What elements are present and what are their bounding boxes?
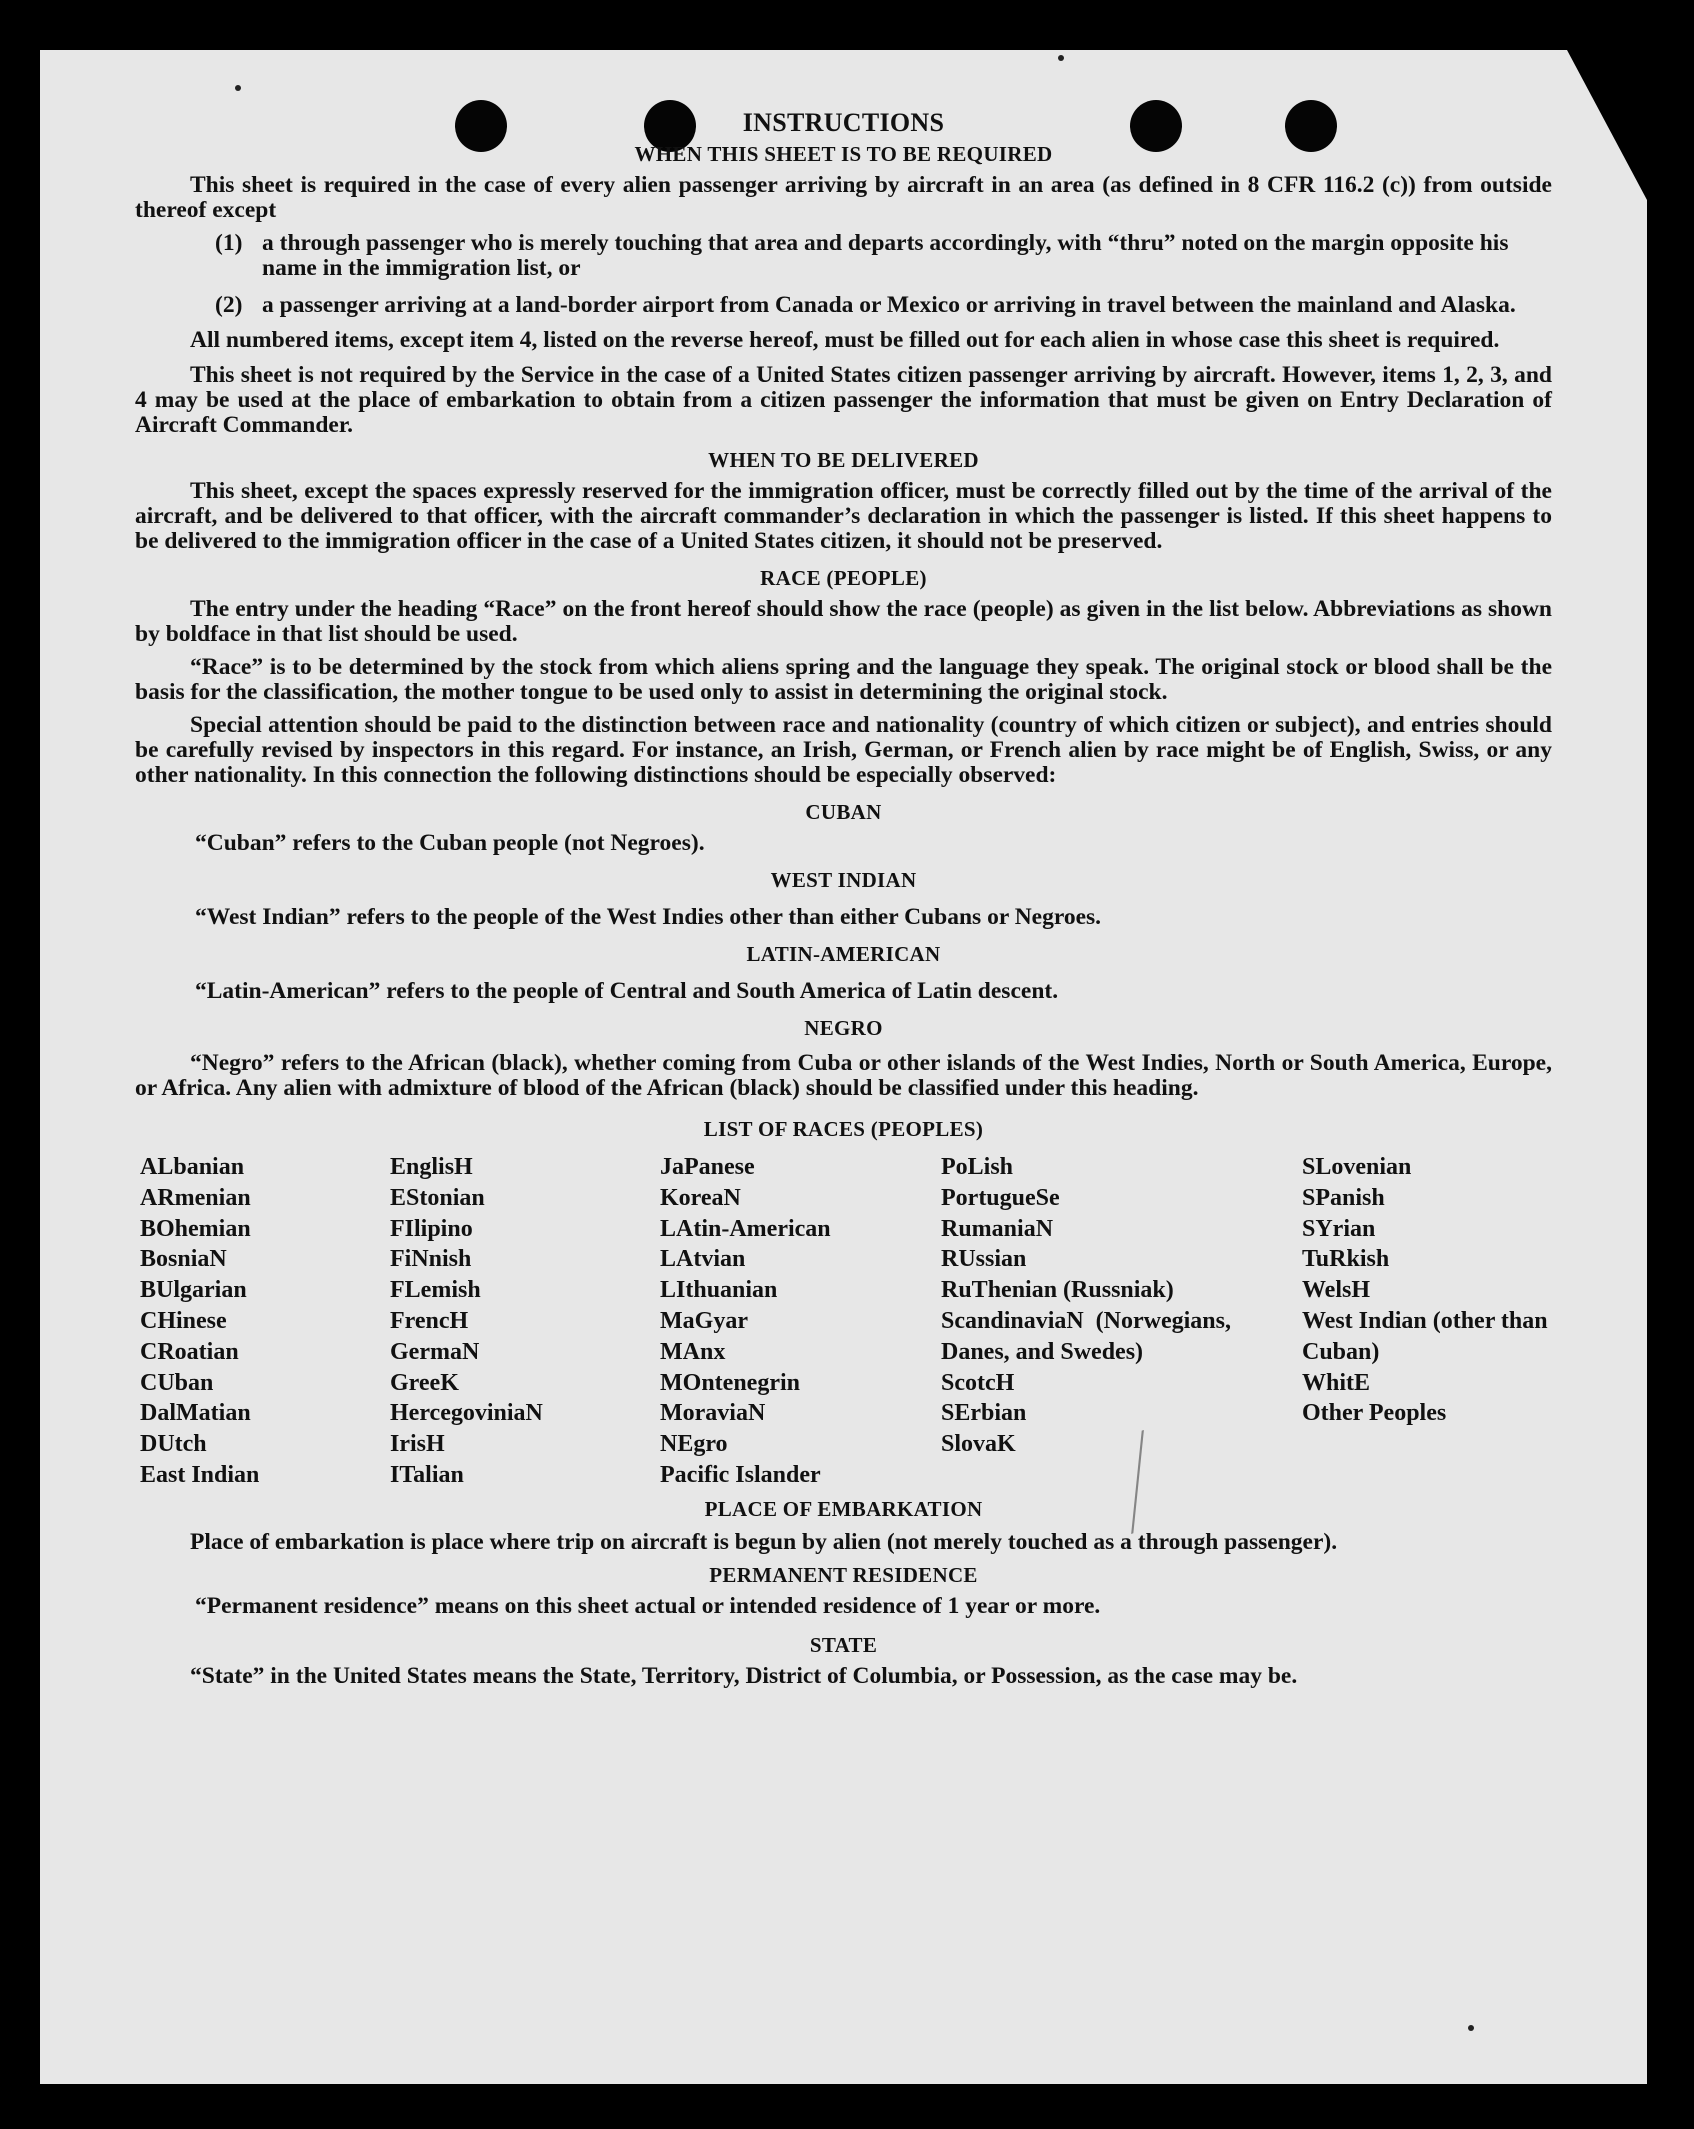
race-entry: Pacific Islander [660, 1461, 821, 1488]
race-entry: IrisH [390, 1431, 445, 1458]
race-entry: EnglisH [390, 1154, 473, 1180]
document-title: INSTRUCTIONS [742, 108, 945, 137]
races-column [390, 1152, 543, 1491]
race-entry: SYrian [1302, 1215, 1376, 1242]
races-list [135, 1152, 1552, 1497]
definition: “Permanent residence” means on this sheet actual or intended residence of 1 year or more. [195, 1593, 1101, 1619]
paragraph: The entry under the heading “Race” on the front hereof should show the race (people) as given in the list below. Abbreviations as shown by boldface in that list should be used. [135, 596, 1552, 647]
race-entry: GermaN [390, 1338, 480, 1365]
paragraph: Place of embarkation is place where trip on aircraft is begun by alien (not merely touched as a through passenger). [190, 1529, 1338, 1555]
section-heading: RACE (PEOPLE) [760, 566, 927, 590]
list-item [135, 293, 1552, 318]
race-entry: MaGyar [660, 1307, 748, 1334]
definition: “West Indian” refers to the people of the West Indies other than either Cubans or Negroes. [195, 904, 1102, 930]
race-entry: LIthuanian [660, 1277, 778, 1304]
races-column [660, 1152, 831, 1491]
definition: “Cuban” refers to the Cuban people (not Negroes). [195, 830, 705, 856]
paragraph: This sheet is required in the case of every alien passenger arriving by aircraft in an area (as defined in 8 CFR 116.2 (c)) from outside thereof except [135, 172, 1552, 223]
race-entry: BosniaN [140, 1246, 227, 1273]
race-entry: ScotcH [941, 1369, 1015, 1396]
paragraph: Special attention should be paid to the distinction between race and nationality (country of which citizen or subject), and entries should be carefully revised by inspectors in this regard. For instance, an Irish, German, or French alien by race might be of English, Swiss, or any other nationality. In this connection the following distinctions should be especially observed: [135, 712, 1552, 788]
section-heading: CUBAN [805, 800, 882, 824]
races-column [140, 1152, 259, 1491]
race-entry: PoLish [941, 1154, 1014, 1180]
race-entry: ScandinaviaN (Norwegians, Danes, and Swedes) [941, 1307, 1231, 1365]
section-heading: PERMANENT RESIDENCE [709, 1563, 978, 1587]
race-entry: NEgro [660, 1431, 728, 1458]
section-heading: NEGRO [804, 1016, 883, 1040]
document-page [40, 50, 1647, 2084]
race-entry: CUban [140, 1369, 214, 1396]
paragraph: “Race” is to be determined by the stock from which aliens spring and the language they speak. The original stock or blood shall be the basis for the classification, the mother tongue to be used only to assist in determining the original stock. [135, 654, 1552, 705]
paragraph: “Negro” refers to the African (black), whether coming from Cuba or other islands of the West Indies, North or South America, Europe, or Africa. Any alien with admixture of blood of the African (black) should be classified under this heading. [135, 1050, 1552, 1101]
race-entry: RuThenian (Russniak) [941, 1277, 1174, 1304]
race-entry: FiNnish [390, 1246, 472, 1273]
item-text: a through passenger who is merely touching that area and departs accordingly, with “thru” noted on the margin opposite his name in the immigration list, or [262, 230, 1509, 281]
section-heading: PLACE OF EMBARKATION [704, 1497, 983, 1521]
race-entry: FrencH [390, 1307, 469, 1334]
race-entry: BUlgarian [140, 1277, 247, 1304]
section-heading: WEST INDIAN [770, 868, 917, 892]
section-heading: STATE [809, 1633, 878, 1657]
race-entry: RumaniaN [941, 1215, 1054, 1242]
race-entry: GreeK [390, 1369, 459, 1396]
race-entry: HercegoviniaN [390, 1400, 543, 1427]
race-entry: SPanish [1302, 1184, 1385, 1211]
race-entry: East Indian [140, 1461, 260, 1488]
races-column [1302, 1152, 1562, 1429]
item-text: a passenger arriving at a land-border airport from Canada or Mexico or arriving in travel between the mainland and Alaska. [262, 292, 1516, 318]
race-entry: ALbanian [140, 1154, 245, 1180]
race-entry: ARmenian [140, 1184, 251, 1211]
race-entry: WelsH [1302, 1277, 1371, 1304]
race-entry: SLovenian [1302, 1154, 1412, 1180]
race-entry: EStonian [390, 1184, 485, 1211]
race-entry: CRoatian [140, 1338, 239, 1365]
race-entry: RUssian [941, 1246, 1027, 1273]
race-entry: FIlipino [390, 1215, 473, 1242]
race-entry: KoreaN [660, 1184, 741, 1211]
ink-spot [1468, 2025, 1474, 2031]
section-heading: WHEN TO BE DELIVERED [708, 448, 979, 472]
section-heading: LATIN-AMERICAN [746, 942, 941, 966]
paragraph: All numbered items, except item 4, listed on the reverse hereof, must be filled out for each alien in whose case this sheet is required. [190, 327, 1500, 353]
race-entry: PortugueSe [941, 1184, 1060, 1211]
race-entry: JaPanese [660, 1154, 755, 1180]
paragraph: “State” in the United States means the State, Territory, District of Columbia, or Possession, as the case may be. [190, 1663, 1298, 1689]
race-entry: FLemish [390, 1277, 481, 1304]
race-entry: LAtin-American [660, 1215, 831, 1242]
race-entry: BOhemian [140, 1215, 251, 1242]
race-entry: TuRkish [1302, 1246, 1390, 1273]
race-entry: SErbian [941, 1400, 1027, 1427]
torn-corner [1567, 50, 1647, 200]
definition: “Latin-American” refers to the people of Central and South America of Latin descent. [195, 978, 1059, 1004]
race-entry: CHinese [140, 1307, 227, 1334]
paragraph: This sheet is not required by the Service in the case of a United States citizen passenger arriving by aircraft. However, items 1, 2, 3, and 4 may be used at the place of embarkation to obtain from a citizen passenger the information that must be given on Entry Declaration of Aircraft Commander. [135, 362, 1552, 438]
item-number: (1) [215, 230, 243, 256]
race-entry: DalMatian [140, 1400, 251, 1427]
instructions-content [135, 50, 1552, 1689]
paragraph: This sheet, except the spaces expressly reserved for the immigration officer, must be correctly filled out by the time of the arrival of the aircraft, and be delivered to that officer, with the aircraft commander’s declaration in which the passenger is listed. If this sheet happens to be delivered to the immigration officer in the case of a United States citizen, it should not be preserved. [135, 478, 1552, 554]
race-entry: MAnx [660, 1338, 726, 1365]
race-entry: WhitE [1302, 1369, 1371, 1396]
races-column [941, 1152, 1231, 1460]
race-entry: DUtch [140, 1431, 207, 1458]
section-heading: LIST OF RACES (PEOPLES) [703, 1117, 984, 1141]
race-entry: ITalian [390, 1461, 464, 1488]
race-entry: Other Peoples [1302, 1400, 1447, 1427]
race-entry: MOntenegrin [660, 1369, 800, 1396]
race-entry: West Indian (other than Cuban) [1302, 1307, 1548, 1365]
list-item [135, 231, 1552, 281]
race-entry: SlovaK [941, 1431, 1016, 1458]
race-entry: LAtvian [660, 1246, 746, 1273]
section-heading: WHEN THIS SHEET IS TO BE REQUIRED [634, 142, 1053, 166]
race-entry: MoraviaN [660, 1400, 766, 1427]
item-number: (2) [215, 292, 243, 318]
